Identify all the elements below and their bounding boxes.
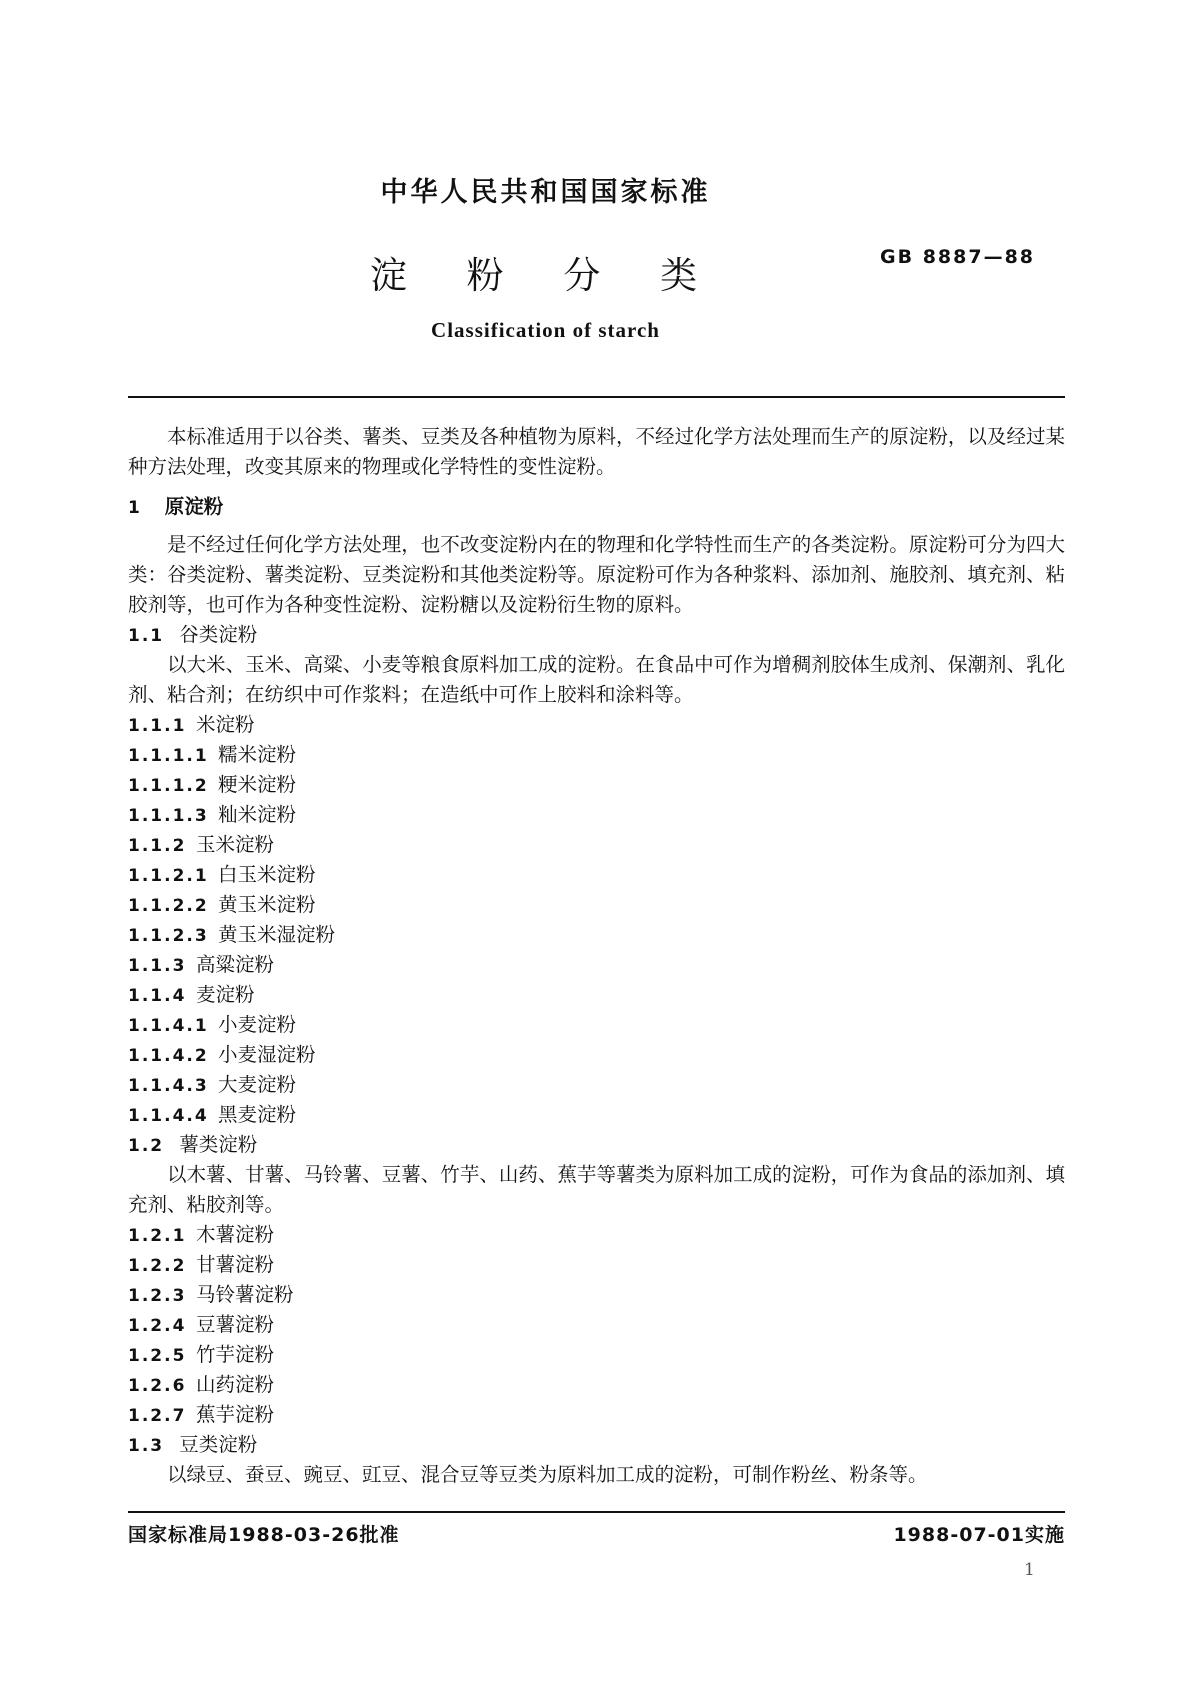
- item-label: 高粱淀粉: [196, 953, 275, 976]
- approval-date: 国家标准局1988-03-26批准: [128, 1524, 400, 1546]
- list-item: [128, 1070, 1065, 1100]
- item-number: 1.1.1: [128, 716, 187, 736]
- list-item: [128, 1310, 1065, 1340]
- section-1-1-heading: [128, 620, 1065, 650]
- section-number: 1.1: [128, 626, 165, 646]
- item-label: 黑麦淀粉: [218, 1103, 297, 1126]
- bottom-divider: [128, 1511, 1065, 1513]
- list-item: [128, 800, 1065, 830]
- item-number: 1.1.2.1: [128, 866, 209, 886]
- list-item: [128, 1100, 1065, 1130]
- section-1-2-heading: [128, 1130, 1065, 1160]
- section-1-1-paragraph: 以大米、玉米、高粱、小麦等粮食原料加工成的淀粉。在食品中可作为增稠剂胶体生成剂、保潮剂、乳化剂、粘合剂；在纺织中可作浆料；在造纸中可作上胶料和涂料等。: [128, 653, 1065, 706]
- effective-date: 1988-07-01实施: [893, 1524, 1065, 1546]
- item-number: 1.2.6: [128, 1376, 187, 1396]
- item-label: 马铃薯淀粉: [196, 1283, 294, 1306]
- item-label: 小麦湿淀粉: [218, 1043, 316, 1066]
- section-1-heading: [128, 492, 1065, 522]
- list-item: [128, 770, 1065, 800]
- item-label: 山药淀粉: [196, 1373, 275, 1396]
- list-item: [128, 890, 1065, 920]
- item-number: 1.1.4: [128, 986, 187, 1006]
- list-item: [128, 1340, 1065, 1370]
- list-item: [128, 1400, 1065, 1430]
- list-item: [128, 740, 1065, 770]
- item-label: 大麦淀粉: [218, 1073, 297, 1096]
- item-label: 黄玉米淀粉: [218, 893, 316, 916]
- list-item: [128, 1220, 1065, 1250]
- section-number: 1: [128, 498, 142, 518]
- item-label: 糯米淀粉: [218, 743, 297, 766]
- list-item: [128, 1280, 1065, 1310]
- item-number: 1.2.7: [128, 1406, 187, 1426]
- section-title: 谷类淀粉: [179, 623, 258, 646]
- standard-name: 中华人民共和国国家标准: [380, 177, 711, 208]
- section-number: 1.2: [128, 1136, 165, 1156]
- item-number: 1.1.4.1: [128, 1016, 209, 1036]
- item-number: 1.2.4: [128, 1316, 187, 1336]
- item-label: 白玉米淀粉: [218, 863, 316, 886]
- item-number: 1.1.1.2: [128, 776, 209, 796]
- section-title: 薯类淀粉: [179, 1133, 258, 1156]
- item-label: 黄玉米湿淀粉: [218, 923, 336, 946]
- list-item: [128, 920, 1065, 950]
- item-number: 1.2.1: [128, 1226, 187, 1246]
- section-1-3-paragraph: 以绿豆、蚕豆、豌豆、豇豆、混合豆等豆类为原料加工成的淀粉，可制作粉丝、粉条等。: [167, 1463, 928, 1486]
- list-item: [128, 1010, 1065, 1040]
- item-label: 粳米淀粉: [218, 773, 297, 796]
- item-label: 麦淀粉: [196, 983, 255, 1006]
- document-body: [128, 422, 1065, 1490]
- list-item: [128, 980, 1065, 1010]
- list-item: [128, 860, 1065, 890]
- item-number: 1.1.2: [128, 836, 187, 856]
- section-number: 1.3: [128, 1436, 165, 1456]
- section-title: 豆类淀粉: [179, 1433, 258, 1456]
- english-subtitle: Classification of starch: [431, 318, 660, 342]
- item-number: 1.1.4.4: [128, 1106, 209, 1126]
- item-number: 1.1.4.2: [128, 1046, 209, 1066]
- list-item: [128, 1370, 1065, 1400]
- item-label: 蕉芋淀粉: [196, 1403, 275, 1426]
- item-number: 1.2.3: [128, 1286, 187, 1306]
- item-label: 木薯淀粉: [196, 1223, 275, 1246]
- subsection-list-1-1: [128, 710, 1065, 1130]
- item-number: 1.1.2.3: [128, 926, 209, 946]
- item-number: 1.1.1.1: [128, 746, 209, 766]
- item-number: 1.1.4.3: [128, 1076, 209, 1096]
- list-item: [128, 950, 1065, 980]
- item-number: 1.2.2: [128, 1256, 187, 1276]
- item-label: 小麦淀粉: [218, 1013, 297, 1036]
- item-number: 1.1.3: [128, 956, 187, 976]
- list-item: [128, 1040, 1065, 1070]
- standard-code: GB 8887—88: [880, 246, 1036, 268]
- top-divider: [128, 396, 1065, 398]
- item-number: 1.2.5: [128, 1346, 187, 1366]
- item-label: 籼米淀粉: [218, 803, 297, 826]
- list-item: [128, 710, 1065, 740]
- subsection-list-1-2: [128, 1220, 1065, 1430]
- section-1-3-heading: [128, 1430, 1065, 1460]
- list-item: [128, 1250, 1065, 1280]
- item-number: 1.1.2.2: [128, 896, 209, 916]
- section-title: 原淀粉: [164, 495, 224, 518]
- section-1-2-paragraph: 以木薯、甘薯、马铃薯、豆薯、竹芋、山药、蕉芋等薯类为原料加工成的淀粉，可作为食品的添加剂、填充剂、粘胶剂等。: [128, 1163, 1065, 1216]
- section-1-paragraph: 是不经过任何化学方法处理，也不改变淀粉内在的物理和化学特性而生产的各类淀粉。原淀粉可分为四大类：谷类淀粉、薯类淀粉、豆类淀粉和其他类淀粉等。原淀粉可作为各种浆料、添加剂、施胶剂、填充剂、粘胶剂等，也可作为各种变性淀粉、淀粉糖以及淀粉衍生物的原料。: [128, 533, 1065, 616]
- item-label: 甘薯淀粉: [196, 1253, 275, 1276]
- page-number: 1: [1024, 1560, 1035, 1580]
- list-item: [128, 830, 1065, 860]
- item-label: 玉米淀粉: [196, 833, 275, 856]
- item-number: 1.1.1.3: [128, 806, 209, 826]
- item-label: 米淀粉: [196, 713, 255, 736]
- page-title: 淀 粉 分 类: [369, 254, 722, 297]
- intro-paragraph: 本标准适用于以谷类、薯类、豆类及各种植物为原料，不经过化学方法处理而生产的原淀粉，以及经过某种方法处理，改变其原来的物理或化学特性的变性淀粉。: [128, 425, 1065, 478]
- item-label: 竹芋淀粉: [196, 1343, 275, 1366]
- item-label: 豆薯淀粉: [196, 1313, 275, 1336]
